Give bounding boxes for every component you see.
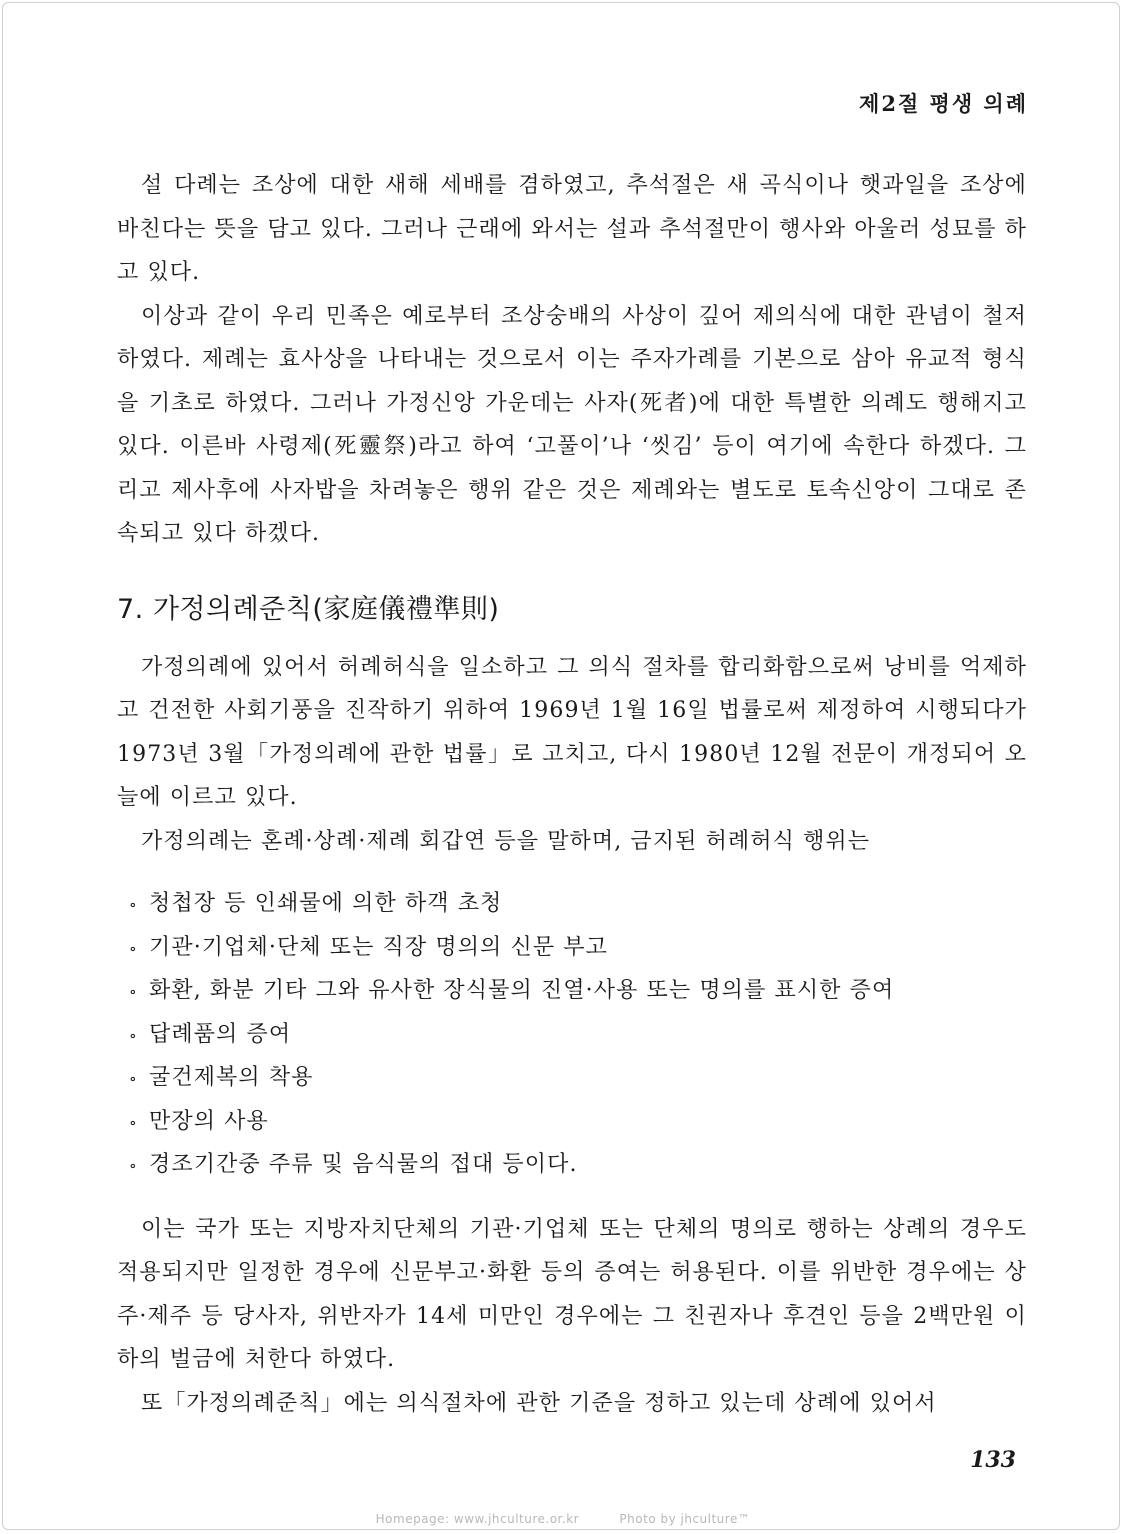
bullet-icon: ∘	[129, 1025, 138, 1045]
body-paragraph: 이상과 같이 우리 민족은 예로부터 조상숭배의 사상이 깊어 제의식에 대한 관념이 철저하였다. 제례는 효사상을 나타내는 것으로서 이는 주자가례를 기본으로 삼아 유교적 형식을 기초로 하였다. 그러나 가정신앙 가운데는 사자(死者)에 대한 특별한 의례도 행해지고 있다. 이른바 사령제(死靈祭)라고 하여 ‘고풀이’나 ‘씻김’ 등이 여기에 속한다 하겠다. 그리고 제사후에 사자밥을 차려놓은 행위 같은 것은 제례와는 별도로 토속신앙이 그대로 존속되고 있다 하겠다.	[117, 303, 1027, 546]
body-paragraph: 가정의례는 혼례·상례·제례 회갑연 등을 말하며, 금지된 허례허식 행위는	[141, 828, 871, 854]
footer	[0, 1512, 1126, 1526]
prohibited-acts-list	[117, 883, 1027, 1188]
list-item	[129, 1101, 1027, 1145]
section-heading: 7. 가정의례준칙(家庭儀禮準則)	[117, 593, 500, 625]
page-number: 133	[970, 1447, 1016, 1473]
list-item	[129, 927, 1027, 971]
list-item-text: 만장의 사용	[149, 1108, 269, 1134]
list-item-text: 청첩장 등 인쇄물에 의한 하객 초청	[149, 891, 503, 916]
bullet-icon: ∘	[129, 1156, 138, 1175]
bullet-icon: ∘	[129, 1069, 138, 1088]
body-paragraph: 가정의례에 있어서 허례허식을 일소하고 그 의식 절차를 합리화함으로써 낭비를 억제하고 건전한 사회기풍을 진작하기 위하여 1969년 1월 16일 법률로써 제정하여 시행되다가 1973년 3월「가정의례에 관한 법률」로 고치고, 다시 1980년 12월 전문이 개정되어 오늘에 이르고 있다.	[117, 654, 1027, 810]
list-item-text: 굴건제복의 착용	[149, 1065, 314, 1090]
footer-photo-credit: Photo by jhculture™	[619, 1512, 751, 1526]
bullet-icon: ∘	[129, 895, 138, 914]
bullet-icon: ∘	[129, 982, 138, 1001]
list-item	[129, 1144, 1027, 1188]
bullet-icon: ∘	[129, 938, 138, 958]
body-paragraph: 설 다례는 조상에 대한 새해 세배를 겸하였고, 추석절은 새 곡식이나 햇과일을 조상에 바친다는 뜻을 담고 있다. 그러나 근래에 와서는 설과 추석절만이 행사와 아울러 성묘를 하고 있다.	[117, 173, 1027, 285]
list-item	[129, 970, 1027, 1014]
footer-homepage: Homepage: www.jhculture.or.kr	[375, 1512, 580, 1526]
list-item-text: 답례품의 증여	[149, 1021, 292, 1047]
list-item-text: 경조기간중 주류 및 음식물의 접대 등이다.	[149, 1152, 578, 1177]
running-head: 제2절 평생 의례	[859, 91, 1028, 116]
page-body	[117, 164, 1027, 1425]
bullet-icon: ∘	[129, 1112, 138, 1132]
list-item	[129, 1014, 1027, 1058]
body-paragraph: 또「가정의례준칙」에는 의식절차에 관한 기준을 정하고 있는데 상례에 있어서	[141, 1390, 937, 1416]
list-item	[129, 883, 1027, 927]
list-item-text: 화환, 화분 기타 그와 유사한 장식물의 진열·사용 또는 명의를 표시한 증여	[149, 978, 895, 1003]
list-item-text: 기관·기업체·단체 또는 직장 명의의 신문 부고	[149, 934, 608, 960]
body-paragraph: 이는 국가 또는 지방자치단체의 기관·기업체 또는 단체의 명의로 행하는 상례의 경우도 적용되지만 일정한 경우에 신문부고·화환 등의 증여는 허용된다. 이를 위반한 경우에는 상주·제주 등 당사자, 위반자가 14세 미만인 경우에는 그 친권자나 후견인 등을 2백만원 이하의 벌금에 처한다 하였다.	[117, 1216, 1027, 1372]
list-item	[129, 1057, 1027, 1101]
